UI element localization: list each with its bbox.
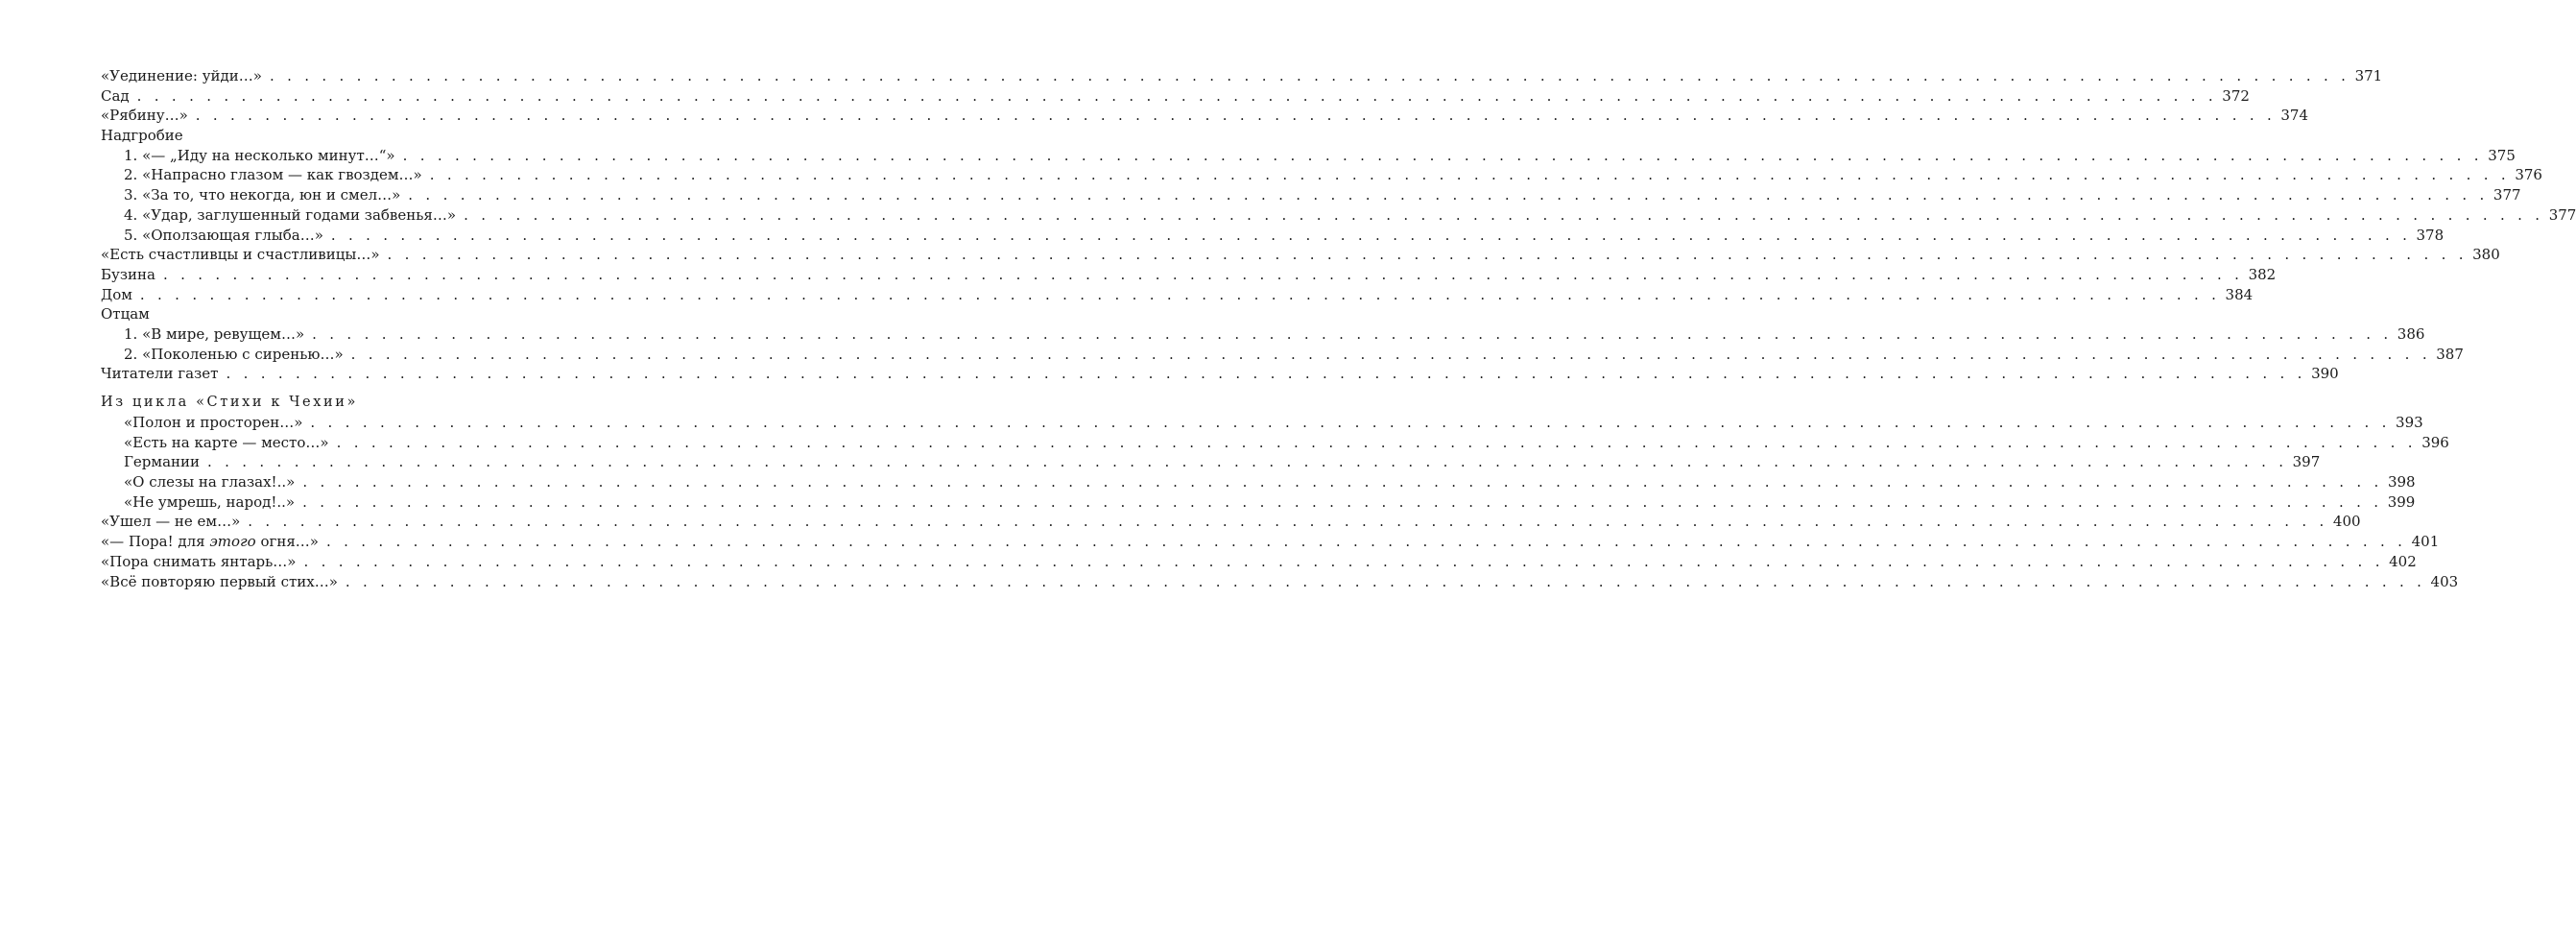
toc-entry	[101, 512, 2361, 532]
toc-entry	[101, 106, 2309, 126]
dot-leader: . . . . . . . . . . . . . . . . . . . . . . . . . . . . . . . . . . . . . . . . . . . . . . . . . . . . . . . . . . . . . . . . . . . . . . . . . . . . . . . . . . . . . . . . . . . . . . . . . . . . . . . . . . . . . . . . . . . . . . . .	[136, 86, 2217, 105]
toc-entry-page: 387	[2436, 345, 2464, 363]
toc-entry-title-emphasis: этого	[209, 533, 256, 551]
dot-leader: . . . . . . . . . . . . . . . . . . . . . . . . . . . . . . . . . . . . . . . . . . . . . . . . . . . . . . . . . . . . . . . . . . . . . . . . . . . . . . . . . . . . . . . . . . . . . . . . . . . . . . . . . . . . . . . . . . . . . . . .	[336, 433, 2417, 451]
toc-entry-page: 374	[2280, 107, 2309, 125]
toc-entry	[101, 452, 2321, 472]
dot-leader: . . . . . . . . . . . . . . . . . . . . . . . . . . . . . . . . . . . . . . . . . . . . . . . . . . . . . . . . . . . . . . . . . . . . . . . . . . . . . . . . . . . . . . . . . . . . . . . . . . . . . . . . . . . . . . . . . . . . . . . .	[302, 492, 2383, 511]
toc-entry-title-part: огня…»	[255, 533, 319, 551]
toc-entry-title: 2. «Поколенью с сиренью…»	[124, 345, 344, 363]
toc-entry	[101, 285, 2254, 305]
toc-entry	[101, 165, 2542, 185]
dot-leader: . . . . . . . . . . . . . . . . . . . . . . . . . . . . . . . . . . . . . . . . . . . . . . . . . . . . . . . . . . . . . . . . . . . . . . . . . . . . . . . . . . . . . . . . . . . . . . . . . . . . . . . . . . . . . . . . . . . . . . . .	[402, 146, 2483, 164]
dot-leader: . . . . . . . . . . . . . . . . . . . . . . . . . . . . . . . . . . . . . . . . . . . . . . . . . . . . . . . . . . . . . . . . . . . . . . . . . . . . . . . . . . . . . . . . . . . . . . . . . . . . . . . . . . . . . . . . . . . . . . . .	[303, 552, 2384, 570]
toc-entry-page: 386	[2397, 324, 2425, 343]
toc-entry-page: 382	[2248, 265, 2277, 283]
toc-entry-page: 377	[2493, 186, 2521, 204]
toc-entry-title: Бузина	[101, 265, 155, 283]
toc-entry-title: Читатели газет	[101, 365, 219, 383]
toc-entry-title: «Уединение: уйди…»	[101, 67, 262, 84]
toc-entry-page: 399	[2387, 492, 2416, 511]
toc-entry	[101, 66, 2383, 86]
toc-entry	[101, 364, 2339, 384]
dot-leader: . . . . . . . . . . . . . . . . . . . . . . . . . . . . . . . . . . . . . . . . . . . . . . . . . . . . . . . . . . . . . . . . . . . . . . . . . . . . . . . . . . . . . . . . . . . . . . . . . . . . . . . . . . . . . . . . . . . . . . . .	[387, 246, 2468, 264]
toc-entry-page: 403	[2430, 572, 2459, 590]
toc-entry	[101, 304, 573, 324]
toc-entry-page: 372	[2222, 86, 2250, 105]
toc-entry-title: Дом	[101, 285, 132, 303]
toc-entry-title: «Рябину…»	[101, 107, 188, 125]
toc-entry-page: 375	[2488, 146, 2516, 164]
toc-entry-title: «Есть на карте — место…»	[124, 433, 329, 451]
dot-leader: . . . . . . . . . . . . . . . . . . . . . . . . . . . . . . . . . . . . . . . . . . . . . . . . . . . . . . . . . . . . . . . . . . . . . . . . . . . . . . . . . . . . . . . . . . . . . . . . . . . . . . . . . . . . . . . . . . . . . . . .	[464, 205, 2544, 224]
toc-group-a	[101, 66, 2576, 384]
toc-entry-title: «Ушел — не ем…»	[101, 513, 241, 531]
dot-leader: . . . . . . . . . . . . . . . . . . . . . . . . . . . . . . . . . . . . . . . . . . . . . . . . . . . . . . . . . . . . . . . . . . . . . . . . . . . . . . . . . . . . . . . . . . . . . . . . . . . . . . . . . . . . . . . . . . . . . . . .	[310, 414, 2391, 431]
toc-entry	[101, 146, 2516, 166]
toc-entry	[101, 265, 2277, 285]
toc-entry-title: 4. «Удар, заглушенный годами забвенья…»	[124, 205, 457, 224]
dot-leader: . . . . . . . . . . . . . . . . . . . . . . . . . . . . . . . . . . . . . . . . . . . . . . . . . . . . . . . . . . . . . . . . . . . . . . . . . . . . . . . . . . . . . . . . . . . . . . . . . . . . . . . . . . . . . . . . . . . . . . . .	[350, 345, 2431, 363]
toc-entry-title: Отцам	[101, 305, 150, 324]
toc-entry	[101, 324, 2425, 345]
toc-entry	[101, 245, 2500, 265]
toc-entry-title: 3. «За то, что некогда, юн и смел…»	[124, 186, 401, 204]
dot-leader: . . . . . . . . . . . . . . . . . . . . . . . . . . . . . . . . . . . . . . . . . . . . . . . . . . . . . . . . . . . . . . . . . . . . . . . . . . . . . . . . . . . . . . . . . . . . . . . . . . . . . . . . . . . . . . . . . . . . . . . .	[226, 365, 2306, 383]
dot-leader: . . . . . . . . . . . . . . . . . . . . . . . . . . . . . . . . . . . . . . . . . . . . . . . . . . . . . . . . . . . . . . . . . . . . . . . . . . . . . . . . . . . . . . . . . . . . . . . . . . . . . . . . . . . . . . . . . . . . . . . .	[408, 186, 2489, 204]
toc-entry-page: 398	[2387, 473, 2416, 491]
dot-leader: . . . . . . . . . . . . . . . . . . . . . . . . . . . . . . . . . . . . . . . . . . . . . . . . . . . . . . . . . . . . . . . . . . . . . . . . . . . . . . . . . . . . . . . . . . . . . . . . . . . . . . . . . . . . . . . . . . . . . . . .	[195, 107, 2277, 125]
toc-entry-page: 376	[2515, 166, 2542, 184]
toc-entry	[101, 126, 573, 146]
toc-entry	[101, 552, 2417, 572]
toc-entry	[101, 345, 2464, 365]
dot-leader: . . . . . . . . . . . . . . . . . . . . . . . . . . . . . . . . . . . . . . . . . . . . . . . . . . . . . . . . . . . . . . . . . . . . . . . . . . . . . . . . . . . . . . . . . . . . . . . . . . . . . . . . . . . . . . . . . . . . . . . .	[330, 226, 2412, 244]
dot-leader: . . . . . . . . . . . . . . . . . . . . . . . . . . . . . . . . . . . . . . . . . . . . . . . . . . . . . . . . . . . . . . . . . . . . . . . . . . . . . . . . . . . . . . . . . . . . . . . . . . . . . . . . . . . . . . . . . . . . . . . .	[248, 513, 2328, 531]
toc-group-b	[101, 413, 2449, 532]
dot-leader: . . . . . . . . . . . . . . . . . . . . . . . . . . . . . . . . . . . . . . . . . . . . . . . . . . . . . . . . . . . . . . . . . . . . . . . . . . . . . . . . . . . . . . . . . . . . . . . . . . . . . . . . . . . . . . . . . . . . . . . .	[312, 324, 2393, 343]
toc-entry	[101, 472, 2416, 492]
dot-leader: . . . . . . . . . . . . . . . . . . . . . . . . . . . . . . . . . . . . . . . . . . . . . . . . . . . . . . . . . . . . . . . . . . . . . . . . . . . . . . . . . . . . . . . . . . . . . . . . . . . . . . . . . . . . . . . . . . . . . . . .	[429, 166, 2510, 184]
toc-entry	[101, 413, 2423, 433]
toc-group-c	[101, 552, 2459, 591]
toc-entry-title: 5. «Оползающая глыба…»	[124, 226, 323, 244]
dot-leader: . . . . . . . . . . . . . . . . . . . . . . . . . . . . . . . . . . . . . . . . . . . . . . . . . . . . . . . . . . . . . . . . . . . . . . . . . . . . . . . . . . . . . . . . . . . . . . . . . . . . . . . . . . . . . . . . . . . . . . . .	[302, 473, 2383, 491]
toc-entry-page: 397	[2292, 453, 2321, 471]
toc-entry	[101, 532, 2440, 552]
toc-entry	[101, 86, 2250, 107]
toc-entry-page: 377	[2548, 205, 2576, 224]
table-of-contents	[101, 66, 2576, 591]
toc-entry-title: «О слезы на глазах!..»	[124, 473, 296, 491]
toc-entry	[101, 492, 2416, 513]
toc-entry-title: «Есть счастливцы и счастливицы…»	[101, 246, 380, 264]
toc-entry-page: 390	[2311, 365, 2339, 383]
toc-entry-title: 1. «— „Иду на несколько минут…“»	[124, 146, 395, 164]
toc-entry-title-part: «— Пора! для	[101, 533, 210, 551]
toc-entry-title: «Пора снимать янтарь…»	[101, 552, 297, 570]
toc-entry-title: «Всё повторяю первый стих…»	[101, 572, 338, 590]
toc-entry-page: 401	[2411, 533, 2440, 551]
toc-entry	[101, 185, 2521, 205]
toc-entry-title: Надгробие	[101, 127, 183, 145]
toc-entry	[101, 572, 2459, 592]
toc-entry-title: «Не умрешь, народ!..»	[124, 492, 296, 511]
toc-entry	[101, 226, 2445, 246]
toc-entry-page: 396	[2421, 433, 2449, 451]
toc-entry-page: 402	[2389, 552, 2417, 570]
toc-entry-page: 400	[2332, 513, 2361, 531]
dot-leader: . . . . . . . . . . . . . . . . . . . . . . . . . . . . . . . . . . . . . . . . . . . . . . . . . . . . . . . . . . . . . . . . . . . . . . . . . . . . . . . . . . . . . . . . . . . . . . . . . . . . . . . . . . . . . . . . . . . . . . . .	[207, 453, 2288, 471]
toc-entry-title: 1. «В мире, ревущем…»	[124, 324, 305, 343]
toc-entry-title	[101, 532, 319, 552]
dot-leader: . . . . . . . . . . . . . . . . . . . . . . . . . . . . . . . . . . . . . . . . . . . . . . . . . . . . . . . . . . . . . . . . . . . . . . . . . . . . . . . . . . . . . . . . . . . . . . . . . . . . . . . . . . . . . . . . . . . . . . . .	[345, 572, 2426, 590]
toc-entry	[101, 433, 2449, 453]
dot-leader: . . . . . . . . . . . . . . . . . . . . . . . . . . . . . . . . . . . . . . . . . . . . . . . . . . . . . . . . . . . . . . . . . . . . . . . . . . . . . . . . . . . . . . . . . . . . . . . . . . . . . . . . . . . . . . . . . . . . . . . .	[139, 285, 2221, 303]
toc-entry-page: 371	[2354, 67, 2383, 84]
dot-leader: . . . . . . . . . . . . . . . . . . . . . . . . . . . . . . . . . . . . . . . . . . . . . . . . . . . . . . . . . . . . . . . . . . . . . . . . . . . . . . . . . . . . . . . . . . . . . . . . . . . . . . . . . . . . . . . . . . . . . . . .	[325, 533, 2407, 551]
toc-entry-page: 384	[2225, 285, 2254, 303]
section-heading: Из цикла «Стихи к Чехии»	[101, 395, 359, 410]
dot-leader: . . . . . . . . . . . . . . . . . . . . . . . . . . . . . . . . . . . . . . . . . . . . . . . . . . . . . . . . . . . . . . . . . . . . . . . . . . . . . . . . . . . . . . . . . . . . . . . . . . . . . . . . . . . . . . . . . . . . . . . .	[269, 67, 2350, 84]
toc-entry-title: Германии	[124, 453, 201, 471]
toc-entry-title: Сад	[101, 86, 130, 105]
toc-entry-page: 378	[2416, 226, 2445, 244]
toc-entry	[101, 205, 2576, 226]
dot-leader: . . . . . . . . . . . . . . . . . . . . . . . . . . . . . . . . . . . . . . . . . . . . . . . . . . . . . . . . . . . . . . . . . . . . . . . . . . . . . . . . . . . . . . . . . . . . . . . . . . . . . . . . . . . . . . . . . . . . . . . .	[162, 265, 2244, 283]
toc-entry-page: 393	[2396, 414, 2423, 431]
toc-entry-title: 2. «Напрасно глазом — как гвоздем…»	[124, 166, 422, 184]
toc-entry-title: «Полон и просторен…»	[124, 414, 303, 431]
toc-entry-page: 380	[2472, 246, 2500, 264]
